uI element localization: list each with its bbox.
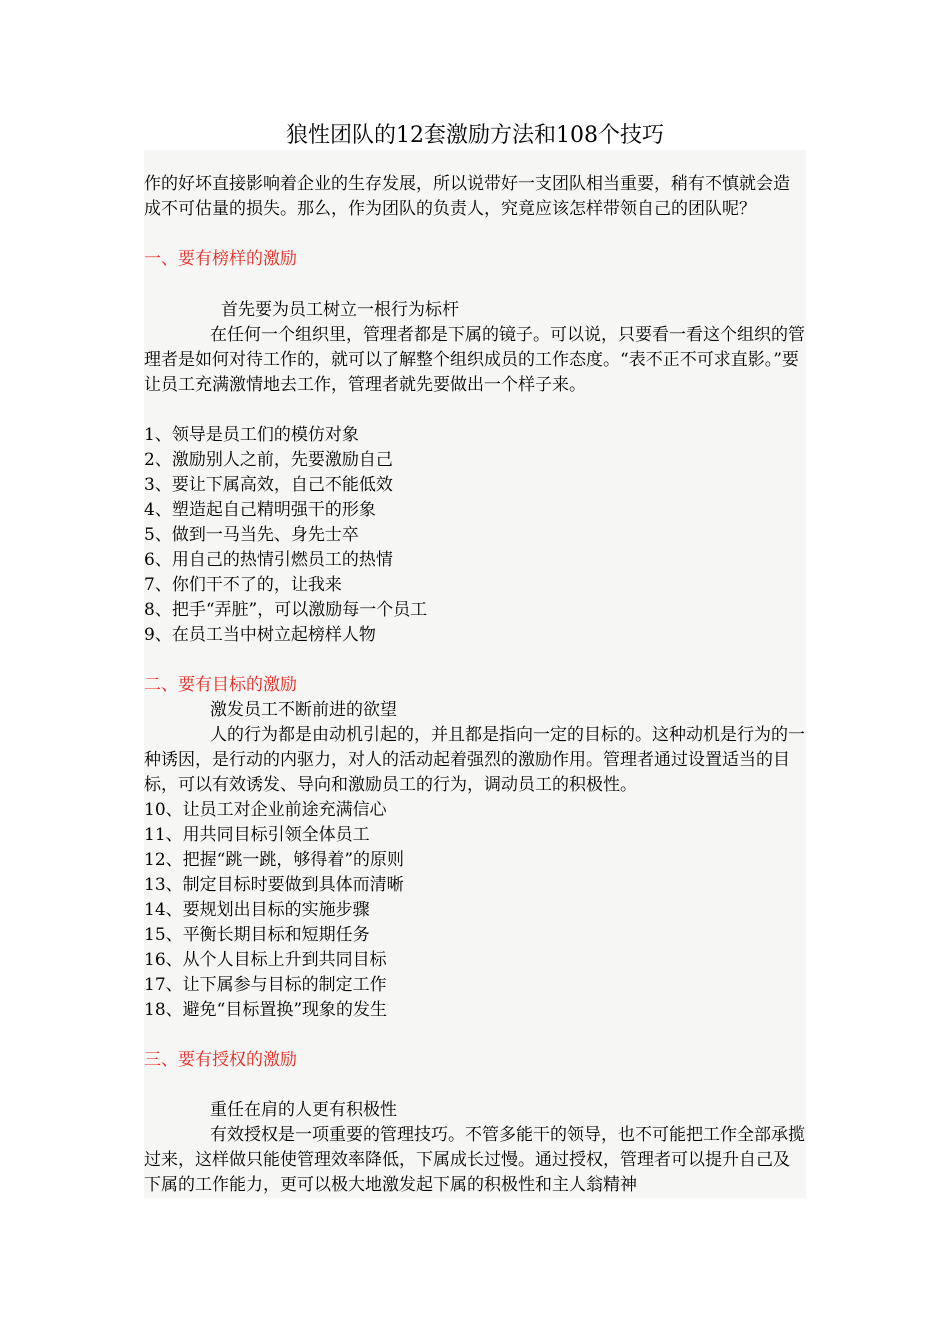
- list-item: 6、用自己的热情引燃员工的热情: [144, 550, 393, 570]
- section-subtitle-3: 重任在肩的人更有积极性: [210, 1100, 397, 1120]
- section-subtitle-1: 首先要为员工树立一根行为标杆: [221, 300, 459, 320]
- section-paragraph-1: 在任何一个组织里，管理者都是下属的镜子。可以说，只要看一看这个组织的管理者是如何对待工作的，就可以了解整个组织成员的工作态度。“表不正不可求直影。”要让员工充满激情地去工作，管理者就先要做出一个样子来。: [144, 325, 805, 395]
- list-item: 17、让下属参与目标的制定工作: [144, 975, 387, 995]
- page-title: 狼性团队的12套激励方法和108个技巧: [286, 123, 664, 148]
- list-item: 16、从个人目标上升到共同目标: [144, 950, 387, 970]
- section-paragraph-3: 有效授权是一项重要的管理技巧。不管多能干的领导，也不可能把工作全部承揽过来，这样做只能使管理效率降低，下属成长过慢。通过授权，管理者可以提升自己及下属的工作能力，更可以极大地激发起下属的积极性和主人翁精神: [144, 1125, 805, 1195]
- list-item: 15、平衡长期目标和短期任务: [144, 925, 370, 945]
- list-item: 13、制定目标时要做到具体而清晰: [144, 875, 404, 895]
- list-item: 5、做到一马当先、身先士卒: [144, 525, 359, 545]
- section-heading-2: 二、要有目标的激励: [144, 675, 297, 695]
- section-subtitle-2: 激发员工不断前进的欲望: [210, 700, 397, 720]
- spacer: [144, 222, 806, 247]
- section-paragraph-2: 人的行为都是由动机引起的，并且都是指向一定的目标的。这种动机是行为的一种诱因，是行动的内驱力，对人的活动起着强烈的激励作用。管理者通过设置适当的目标，可以有效诱发、导向和激励员工的行为，调动员工的积极性。: [144, 725, 805, 795]
- list-item: 12、把握“跳一跳，够得着”的原则: [144, 850, 405, 870]
- list-item: 18、避免“目标置换”现象的发生: [144, 1000, 388, 1020]
- list-item: 4、塑造起自己精明强干的形象: [144, 500, 376, 520]
- list-item: 1、领导是员工们的模仿对象: [144, 425, 359, 445]
- list-item: 14、要规划出目标的实施步骤: [144, 900, 370, 920]
- list-item: 8、把手“弄脏”，可以激励每一个员工: [144, 600, 428, 620]
- spacer: [144, 272, 806, 298]
- section-heading-1: 一、要有榜样的激励: [144, 249, 297, 269]
- list-item: 7、你们干不了的，让我来: [144, 575, 342, 595]
- spacer: [144, 648, 806, 673]
- section-heading-3: 三、要有授权的激励: [144, 1050, 297, 1070]
- spacer: [144, 1023, 806, 1048]
- list-item: 9、在员工当中树立起榜样人物: [144, 625, 376, 645]
- list-item: 2、激励别人之前，先要激励自己: [144, 450, 393, 470]
- spacer: [144, 398, 806, 423]
- list-item: 3、要让下属高效，自己不能低效: [144, 475, 393, 495]
- document-body: [144, 150, 806, 1198]
- spacer: [144, 1073, 806, 1098]
- list-item: 11、用共同目标引领全体员工: [144, 825, 370, 845]
- intro-paragraph: 作的好坏直接影响着企业的生存发展，所以说带好一支团队相当重要，稍有不慎就会造成不可估量的损失。那么，作为团队的负责人，究竟应该怎样带领自己的团队呢？: [144, 174, 790, 219]
- list-item: 10、让员工对企业前途充满信心: [144, 800, 387, 820]
